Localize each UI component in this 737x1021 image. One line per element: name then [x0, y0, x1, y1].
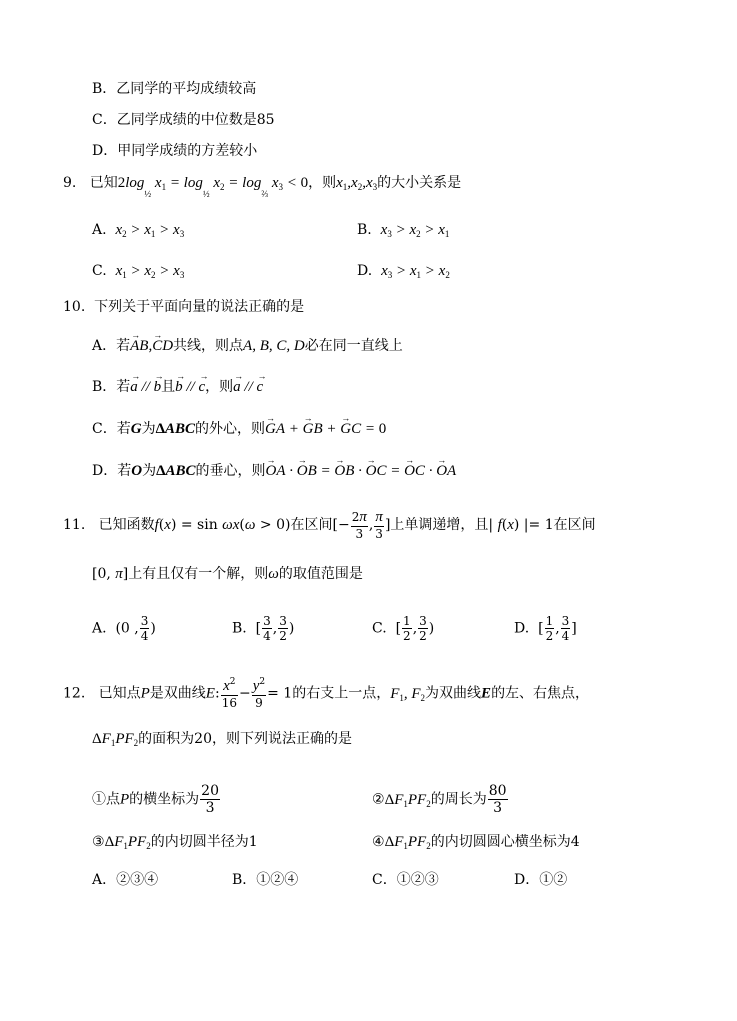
q10-number: 10. — [63, 299, 86, 315]
q11-option-b: B. [ $\frac{3}{4}$ , $\frac{3}{2}$ ) — [232, 614, 295, 643]
q12-option-b: B．①②④ — [232, 872, 299, 888]
q12-statement-3: $③\Delta F_1PF_2$的内切圆半径为1 — [92, 834, 258, 851]
q10-option-a: A．若→ AB,→ CD共线，则点A, B, C, D必在同一直线上 — [92, 337, 403, 355]
q12-stem-line2: $\Delta F_1PF_2$的面积为20，则下列说法正确的是 — [92, 731, 352, 748]
q10-option-d: D．若O为ΔABC的垂心，则→ OA · → OB = → OB · → OC = → OC · → OA — [92, 462, 456, 480]
q9-option-b: B. $x_3 > x_2 > x_1$ — [357, 222, 450, 239]
q11-stem-line2: [0, π]上有且仅有一个解，则ω的取值范围是 — [92, 566, 363, 582]
q12-statement-2: $②\Delta F_1PF_2$的周长为 $\frac{80}{3}$ — [372, 783, 507, 816]
q9-option-a: A. $x_2 > x_1 > x_3$ — [92, 222, 185, 239]
q12-statement-1: ①点P的横坐标为 $\frac{20}{3}$ — [92, 783, 219, 816]
q10-stem: 10. 下列关于平面向量的说法正确的是 — [63, 299, 305, 315]
q11-number: 11. — [63, 517, 86, 533]
q12-statement-4: $④\Delta F_1PF_2$的内切圆圆心横坐标为4 — [372, 834, 580, 851]
q12-number: 12. — [63, 685, 86, 702]
q10-option-b: B．若→ a // → b且→ b // → c，则→ a // → c — [92, 378, 263, 396]
q8-option-b: B．乙同学的平均成绩较高 — [92, 81, 257, 97]
q11-option-c: C. [ $\frac{1}{2}$ , $\frac{3}{2}$ ) — [372, 614, 435, 643]
q11-option-d: D. [ $\frac{1}{2}$ , $\frac{3}{4}$ ] — [514, 614, 577, 643]
q12-option-c: C．①②③ — [372, 872, 439, 888]
q12-stem: 12. 已知点P是双曲线E: $\frac{x^2}{16}$ − $\frac{y^2}{9}$ = 1的右支上一点，$F_1$, $F_2$为双曲线E的左、右焦点， — [63, 677, 590, 710]
q8-option-c: C．乙同学成绩的中位数是85 — [92, 112, 275, 128]
q11-option-a: A. (0 , $\frac{3}{4}$ ) — [92, 614, 156, 643]
q9-number: 9. — [63, 175, 77, 191]
q10-option-c: C．若G为ΔABC的外心，则→ GA + → GB + → GC = 0 — [92, 420, 386, 438]
q9-option-d: D. $x_3 > x_1 > x_2$ — [357, 263, 450, 280]
q8-option-d: D．甲同学成绩的方差较小 — [92, 143, 258, 159]
q9-option-c: C. $x_1 > x_2 > x_3$ — [92, 263, 185, 280]
q9-stem: 9. 已知$2\log_{\frac{1}{2}}$ $x_1 = \log_{\frac{1}{2}} x_2 = \log_{\frac{2}{3}} x_3 < 0$，则$x_1,x_2,x_3$的大小关系是 — [63, 175, 462, 199]
q12-option-d: D．①② — [514, 872, 568, 888]
q12-option-a: A．②③④ — [92, 872, 159, 888]
q11-stem: 11. 已知函数f(x) = sin ωx(ω > 0)在区间[− $\frac{2\pi}{3}$ , $\frac{\pi}{3}$ ]上单调递增，且| f(x) |= 1在区间 — [63, 509, 596, 541]
